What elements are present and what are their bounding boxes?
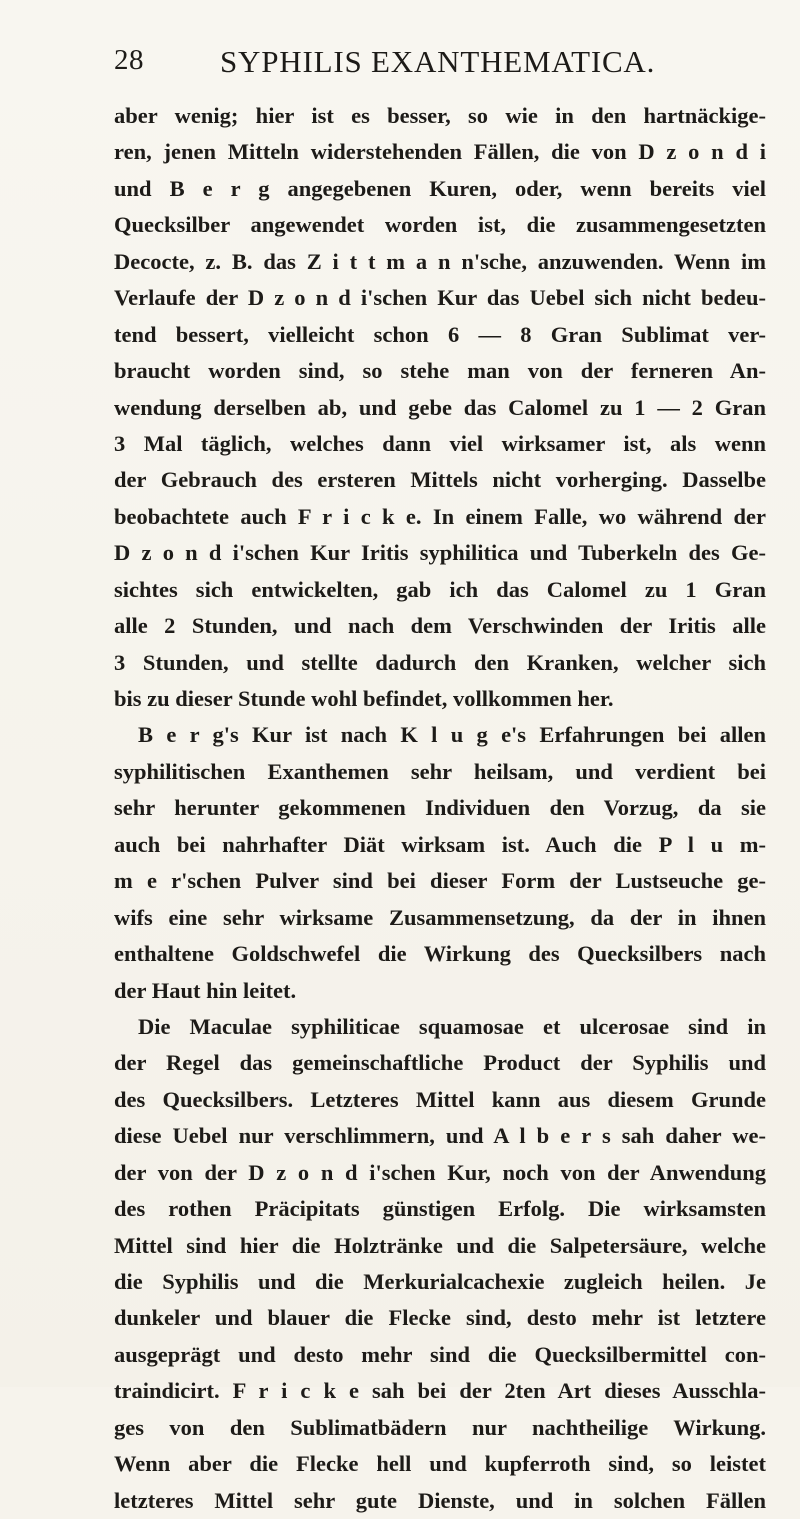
text-line: der Haut hin leitet. [114, 977, 297, 1003]
text-line: wendung derselben ab, und gebe das Calomel zu 1 — 2 Gran [114, 394, 766, 420]
page-number: 28 [114, 44, 144, 76]
text-line: dunkeler und blauer die Flecke sind, desto mehr ist letztere [114, 1305, 766, 1331]
body-text [114, 98, 766, 1519]
text-line: aber wenig; hier ist es besser, so wie in den hartnäckige- [114, 103, 766, 128]
text-line: letzteres Mittel sehr gute Dienste, und in solchen Fällen [114, 1487, 766, 1513]
text-line: B e r g's Kur ist nach K l u g e's Erfahrungen bei allen [138, 722, 766, 748]
text-line: braucht worden sind, so stehe man von der ferneren An- [114, 358, 766, 384]
text-line: tend bessert, vielleicht schon 6 — 8 Gran Sublimat ver- [114, 321, 766, 347]
text-line: diese Uebel nur verschlimmern, und A l b e r s sah daher we- [114, 1123, 766, 1149]
text-line: syphilitischen Exanthemen sehr heilsam, und verdient bei [114, 758, 766, 784]
text-line: des rothen Präcipitats günstigen Erfolg. Die wirksamsten [114, 1196, 766, 1222]
text-line: bis zu dieser Stunde wohl befindet, vollkommen her. [114, 686, 614, 711]
text-line: Mittel sind hier die Holztränke und die Salpetersäure, welche [114, 1232, 766, 1258]
text-line: beobachtete auch F r i c k e. In einem Falle, wo während der [114, 503, 766, 529]
text-line: 3 Mal täglich, welches dann viel wirksamer ist, als wenn [114, 430, 766, 456]
text-line: auch bei nahrhafter Diät wirksam ist. Auch die P l u m- [114, 831, 766, 857]
text-line: und B e r g angegebenen Kuren, oder, wenn bereits viel [114, 175, 766, 201]
page-header [114, 44, 684, 84]
text-line: sehr herunter gekommenen Individuen den Vorzug, da sie [114, 795, 766, 821]
text-line: Quecksilber angewendet worden ist, die zusammengesetzten [114, 212, 766, 238]
text-line: ausgeprägt und desto mehr sind die Quecksilbermittel con- [114, 1341, 766, 1367]
text-line: Decocte, z. B. das Z i t t m a n n'sche, anzuwenden. Wenn im [114, 248, 766, 274]
text-line: D z o n d i'schen Kur Iritis syphilitica und Tuberkeln des Ge- [114, 540, 766, 566]
text-line: m e r'schen Pulver sind bei dieser Form der Lustseuche ge- [114, 868, 766, 894]
text-line: der Regel das gemeinschaftliche Product der Syphilis und [114, 1050, 766, 1076]
text-line: enthaltene Goldschwefel die Wirkung des Quecksilbers nach [114, 941, 766, 967]
text-line: Wenn aber die Flecke hell und kupferroth sind, so leistet [114, 1451, 766, 1477]
text-line: 3 Stunden, und stellte dadurch den Kranken, welcher sich [114, 649, 766, 675]
text-line: alle 2 Stunden, und nach dem Verschwinden der Iritis alle [114, 613, 766, 639]
text-line: ren, jenen Mitteln widerstehenden Fällen, die von D z o n d i [114, 139, 766, 165]
text-line: der von der D z o n d i'schen Kur, noch von der Anwendung [114, 1159, 766, 1185]
text-line: Die Maculae syphiliticae squamosae et ulcerosae sind in [138, 1013, 766, 1039]
text-line: wifs eine sehr wirksame Zusammensetzung, da der in ihnen [114, 904, 766, 930]
text-line: ges von den Sublimatbädern nur nachtheilige Wirkung. [114, 1414, 766, 1440]
text-line: sichtes sich entwickelten, gab ich das Calomel zu 1 Gran [114, 576, 766, 602]
text-line: des Quecksilbers. Letzteres Mittel kann aus diesem Grunde [114, 1086, 766, 1112]
text-line: traindicirt. F r i c k e sah bei der 2ten Art dieses Ausschla- [114, 1378, 766, 1404]
running-head: SYPHILIS EXANTHEMATICA. [220, 44, 656, 79]
text-line: die Syphilis und die Merkurialcachexie zugleich heilen. Je [114, 1269, 766, 1294]
text-line: Verlaufe der D z o n d i'schen Kur das Uebel sich nicht bedeu- [114, 285, 766, 311]
text-line: der Gebrauch des ersteren Mittels nicht vorherging. Dasselbe [114, 467, 766, 493]
